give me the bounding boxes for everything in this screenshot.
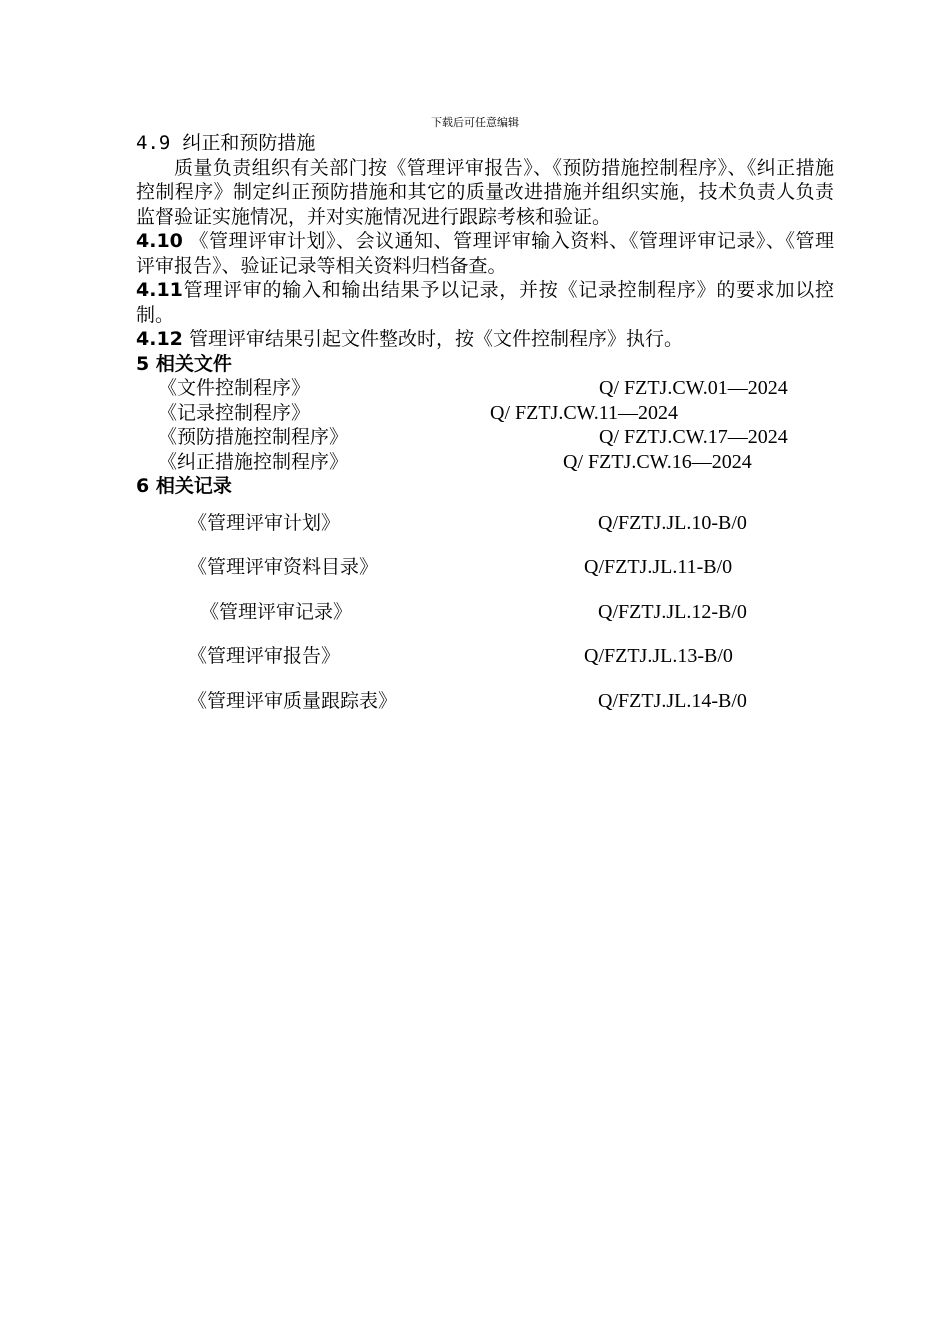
list-item bbox=[136, 543, 834, 588]
document-code: Q/ FZTJ.CW.11—2024 bbox=[490, 401, 678, 424]
record-code: Q/FZTJ.JL.10-B/0 bbox=[598, 511, 747, 534]
list-item bbox=[136, 450, 834, 475]
record-code: Q/FZTJ.JL.14-B/0 bbox=[598, 689, 747, 712]
list-item bbox=[136, 677, 834, 722]
record-code: Q/FZTJ.JL.11-B/0 bbox=[584, 556, 733, 578]
section-text: 管理评审结果引起文件整改时，按《文件控制程序》执行。 bbox=[188, 328, 683, 350]
section-4-11 bbox=[136, 278, 834, 327]
document-code: Q/ FZTJ.CW.01—2024 bbox=[599, 377, 788, 399]
record-code: Q/FZTJ.JL.12-B/0 bbox=[598, 600, 747, 623]
record-name: 《管理评审记录》 bbox=[200, 600, 353, 623]
list-item bbox=[136, 376, 834, 401]
document-name: 《记录控制程序》 bbox=[158, 401, 311, 424]
list-item bbox=[136, 588, 834, 633]
section-4-12 bbox=[136, 327, 834, 352]
section-text: 《管理评审计划》、会议通知、管理评审输入资料、《管理评审记录》、《管理评审报告》、验证记录等相关资料归档备查。 bbox=[136, 230, 834, 277]
document-name: 《文件控制程序》 bbox=[158, 377, 311, 399]
section-6-heading: 6 相关记录 bbox=[136, 475, 232, 497]
section-number: 4.12 bbox=[136, 328, 183, 350]
list-item bbox=[136, 401, 834, 426]
section-number: 4.11 bbox=[136, 279, 183, 301]
section-4-9-text: 质量负责组织有关部门按《管理评审报告》、《预防措施控制程序》、《纠正措施控制程序》制定纠正预防措施和其它的质量改进措施并组织实施，技术负责人负责监督验证实施情况，并对实施情况进行跟踪考核和验证。 bbox=[136, 156, 834, 228]
record-name: 《管理评审报告》 bbox=[188, 645, 341, 667]
document-body bbox=[136, 131, 834, 721]
list-item bbox=[136, 499, 834, 544]
section-text: 管理评审的输入和输出结果予以记录，并按《记录控制程序》的要求加以控制。 bbox=[136, 279, 834, 326]
section-5-heading: 5 相关文件 bbox=[136, 352, 232, 375]
section-4-9-heading bbox=[136, 131, 834, 156]
document-name: 《纠正措施控制程序》 bbox=[158, 450, 349, 473]
list-item bbox=[136, 632, 834, 677]
record-name: 《管理评审资料目录》 bbox=[188, 556, 379, 578]
record-name: 《管理评审计划》 bbox=[188, 511, 341, 534]
document-name: 《预防措施控制程序》 bbox=[158, 426, 349, 448]
related-documents-list bbox=[136, 376, 834, 474]
section-number: 4.10 bbox=[136, 230, 183, 252]
document-code: Q/ FZTJ.CW.17—2024 bbox=[599, 426, 788, 448]
page-header-note: 下载后可任意编辑 bbox=[431, 116, 519, 129]
section-4-10 bbox=[136, 229, 834, 278]
record-code: Q/FZTJ.JL.13-B/0 bbox=[584, 645, 733, 667]
section-number: 4.9 bbox=[136, 132, 171, 154]
list-item bbox=[136, 425, 834, 450]
document-code: Q/ FZTJ.CW.16—2024 bbox=[563, 450, 752, 473]
related-records-list bbox=[136, 499, 834, 722]
section-title: 纠正和预防措施 bbox=[182, 132, 316, 154]
record-name: 《管理评审质量跟踪表》 bbox=[188, 689, 398, 712]
